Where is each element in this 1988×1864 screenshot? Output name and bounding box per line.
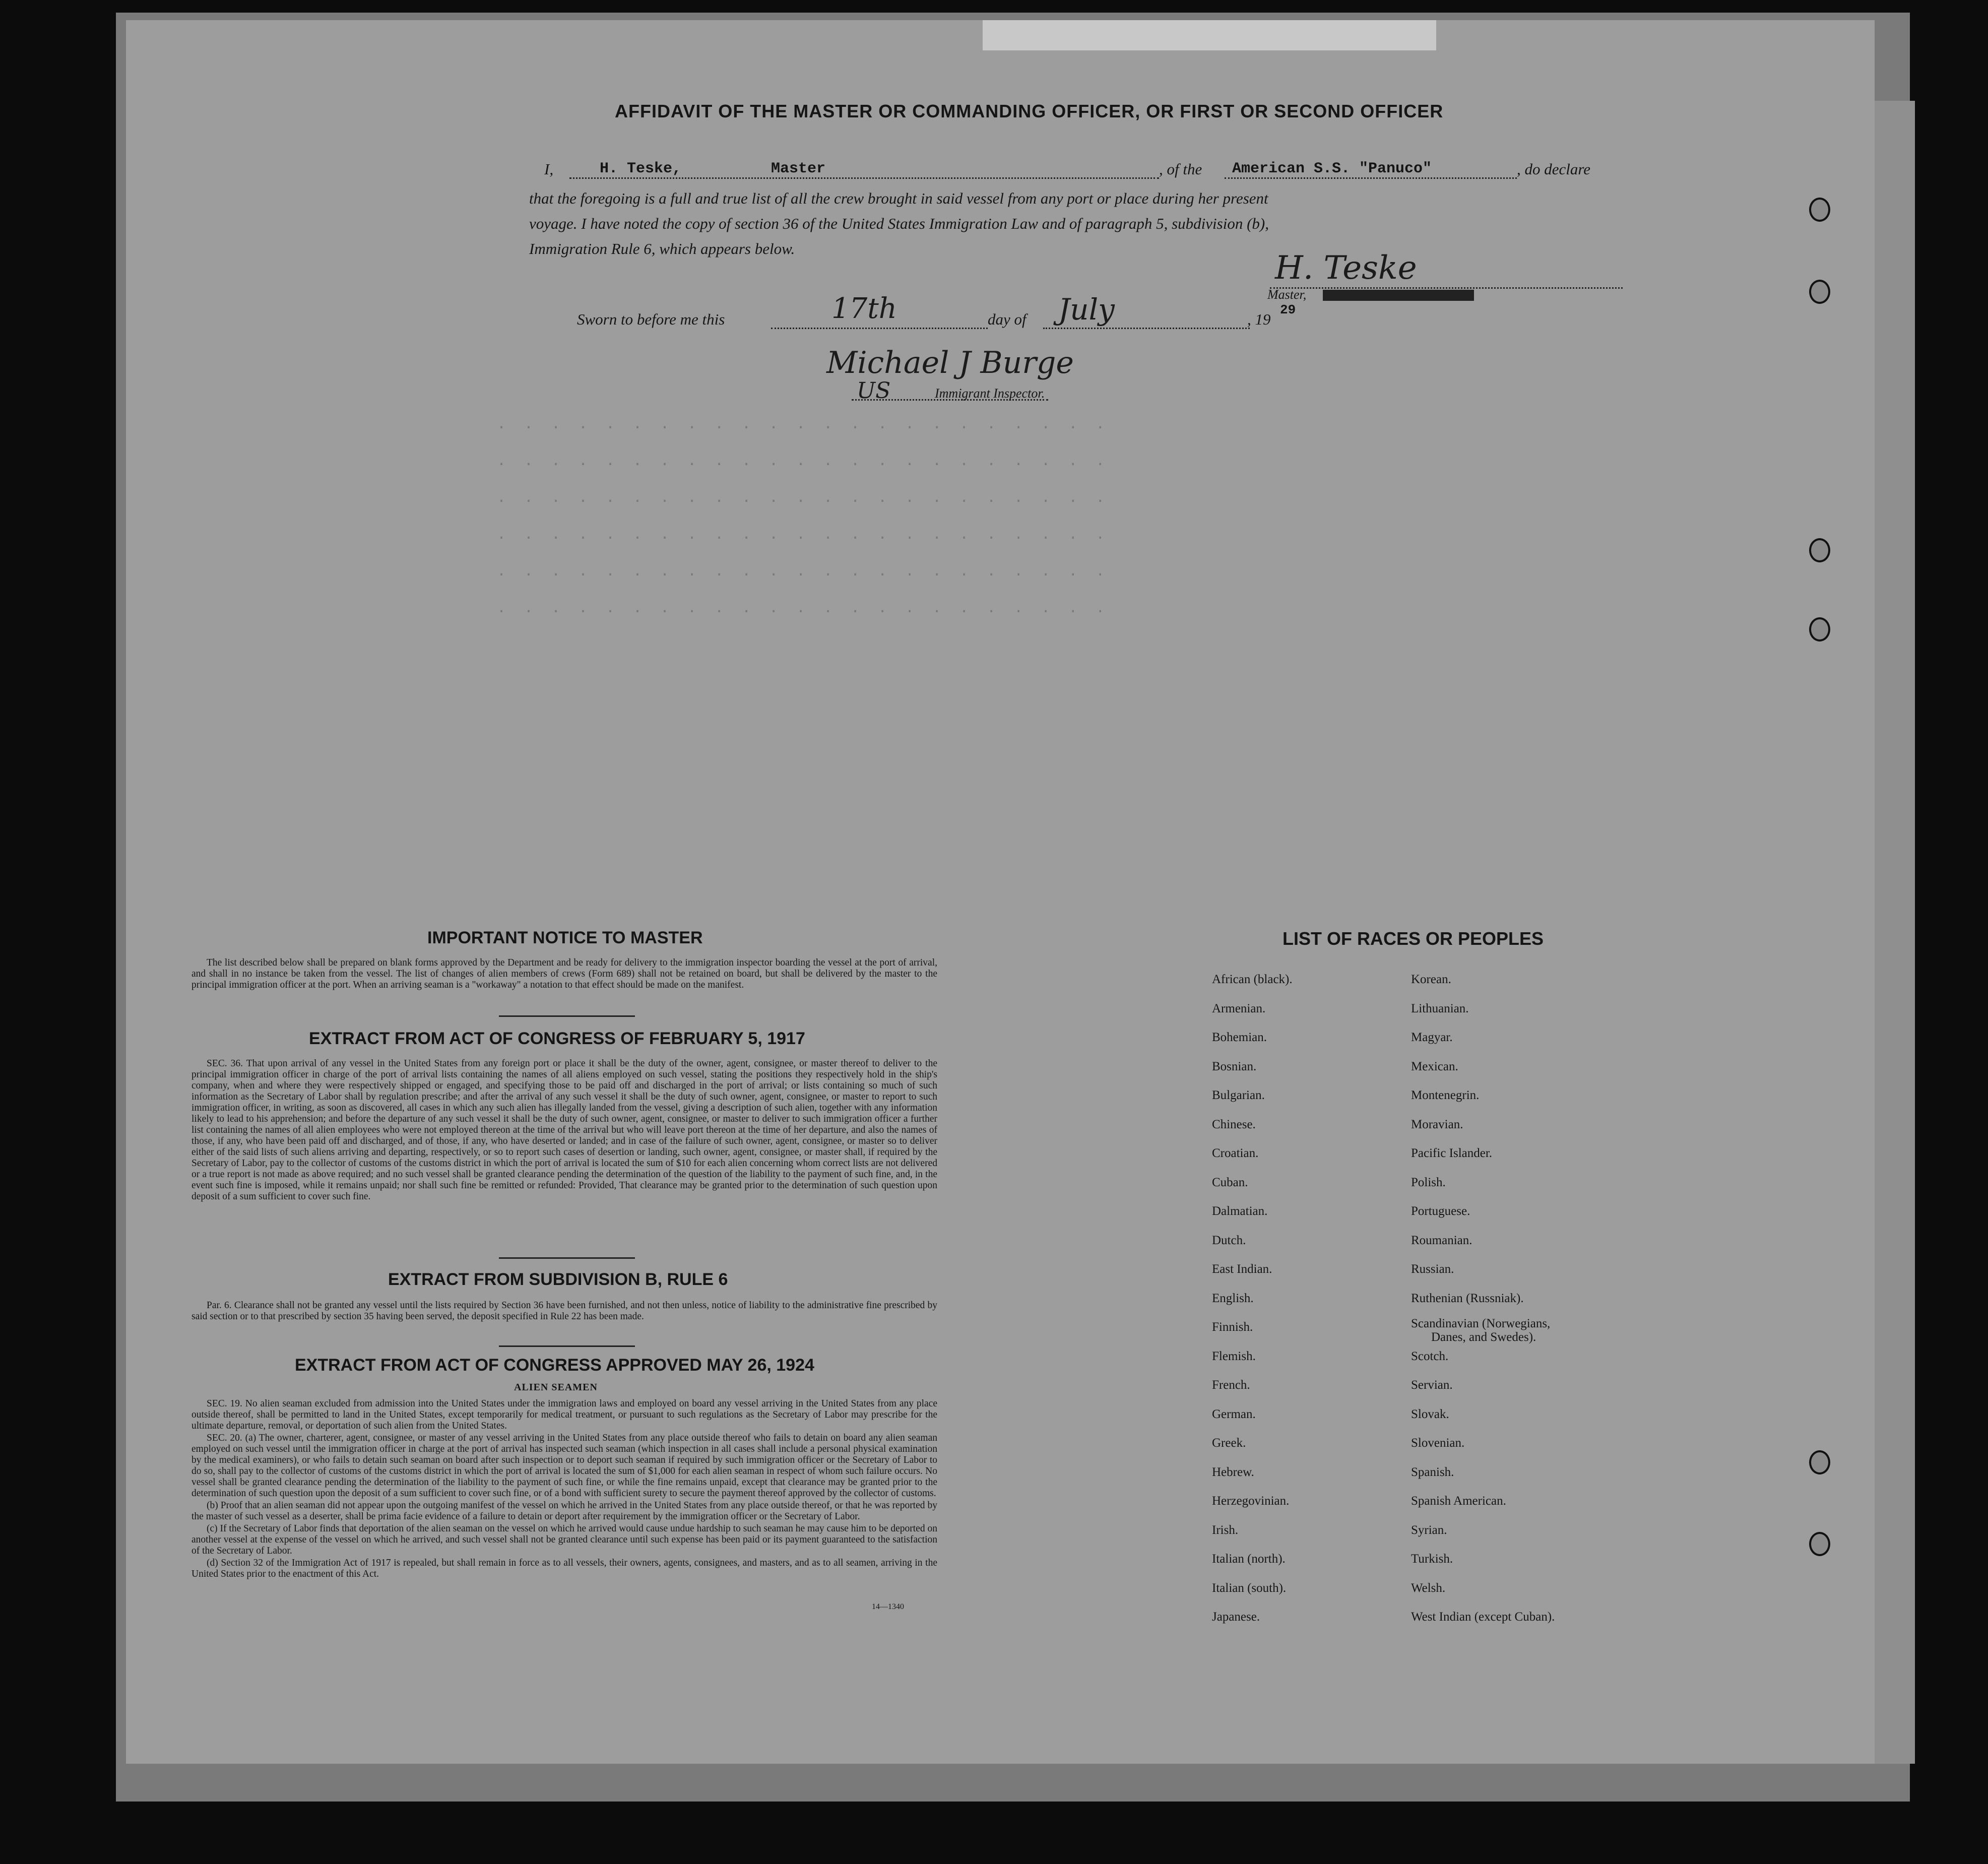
extract-1924-heading: EXTRACT FROM ACT OF CONGRESS APPROVED MAY 26, 1924 (295, 1356, 814, 1375)
race-left-8: Dalmatian. (1212, 1204, 1268, 1218)
sec-20d-paragraph: (d) Section 32 of the Immigration Act of 1917 is repealed, but shall remain in force as to all vessels, their owners, agents, consignees, and masters, and as to all seamen, arriving in the United States prior to the enactment of this Act. (191, 1558, 937, 1579)
race-right-7: Polish. (1411, 1176, 1446, 1189)
day-of-label: day of (988, 310, 1027, 328)
race-right-9: Roumanian. (1411, 1234, 1472, 1247)
race-right-14: Scotch. (1411, 1349, 1449, 1363)
race-right-11: Ruthenian (Russniak). (1411, 1292, 1524, 1305)
race-left-17: Hebrew. (1212, 1465, 1254, 1479)
divider-2 (499, 1257, 635, 1259)
race-left-21: Italian (south). (1212, 1581, 1287, 1595)
extract-1917-heading: EXTRACT FROM ACT OF CONGRESS OF FEBRUARY 5, 1917 (309, 1029, 805, 1048)
race-right-2: Magyar. (1411, 1031, 1453, 1044)
bleed-through-crew-list: · · · · · · · · · · · · · · · · · · · · · · · · · · · · · · · · · · · · · · · · · · · · · · · · · · · · · · · · · · · · · · · · · · · · · · · · · · · · · · · · · · · · · · · · · · · · · · · · · · · · · · · · · · · · · · · · · · · · · · · · · · · · · · · · · · · · · · · · · · (497, 419, 1105, 620)
alien-seamen-subheading: ALIEN SEAMEN (514, 1382, 598, 1393)
race-right-5: Moravian. (1411, 1118, 1463, 1131)
master-signature-line (1270, 287, 1623, 289)
notice-heading: IMPORTANT NOTICE TO MASTER (427, 928, 703, 947)
punch-hole (1809, 1532, 1830, 1556)
rule-6-text (191, 1300, 937, 1323)
race-left-18: Herzegovinian. (1212, 1494, 1290, 1508)
sec-20b-paragraph: (b) Proof that an alien seaman did not appear upon the outgoing manifest of the vessel on which he arrived in the United States from any place outside thereof, or that he was reported by the master of such vessel as a deserter, shall be prima facie evidence of a failure to detain or deport after requirement by the immigration officer or the Secretary of Labor. (191, 1500, 937, 1522)
of-the-label: , of the (1159, 160, 1202, 178)
race-left-15: German. (1212, 1407, 1256, 1421)
race-right-0: Korean. (1411, 973, 1451, 986)
rule-6-paragraph: Par. 6. Clearance shall not be granted any vessel until the lists required by Section 36 have been furnished, and not then unless, notice of liability to the administrative fine prescribed by said section or to that prescribed by section 35 having been served, the deposit specified in Rule 22 has been made. (191, 1300, 937, 1322)
race-left-11: English. (1212, 1292, 1254, 1305)
do-declare-label: , do declare (1517, 160, 1591, 178)
race-right-19: Spanish American. (1411, 1494, 1506, 1508)
race-right-17: Slovenian. (1411, 1436, 1465, 1450)
punch-hole (1809, 280, 1830, 304)
sworn-day-line (771, 328, 988, 329)
master-name: H. Teske, (600, 160, 682, 177)
race-left-12: Finnish. (1212, 1320, 1253, 1334)
inspector-us-mark: US (857, 378, 891, 404)
race-left-20: Italian (north). (1212, 1552, 1286, 1566)
punch-hole (1809, 617, 1830, 641)
punch-hole (1809, 198, 1830, 222)
race-right-1: Lithuanian. (1411, 1002, 1469, 1015)
race-left-19: Irish. (1212, 1523, 1239, 1537)
race-left-22: Japanese. (1212, 1610, 1260, 1624)
vessel-name: American S.S. "Panuco" (1232, 160, 1432, 177)
extract-1924-text (191, 1398, 937, 1581)
races-heading: LIST OF RACES OR PEOPLES (1282, 928, 1544, 949)
race-right-10: Russian. (1411, 1262, 1454, 1276)
extract-1917-paragraph: SEC. 36. That upon arrival of any vessel in the United States from any foreign port or place it shall be the duty of the owner, agent, consignee, or master thereof to deliver to the principal immigration officer in charge of the port of arrival lists containing the names of all aliens employed on such vessel, stating the positions they respectively hold in the ship's company, when and where they were respectively shipped or engaged, and specifying those to be paid off and discharged in the port of arrival; or lists containing so much of such information as the Secretary of Labor shall by regulation prescribe; and after the arrival of any such vessel it shall be the duty of such owner, agent, consignee, or master to report to such immigration officer, in writing, as soon as discovered, all cases in which any such alien has illegally landed from the vessel, giving a description of such alien, together with any information likely to lead to his apprehension; and before the departure of any such vessel it shall be the duty of such owner, agent, consignee, or master to deliver to such immigration officer a further list containing the names of all alien employees who were not employed thereon at the time of the arrival but who will leave port thereon at the time of her departure, and also the names of those, if any, who have been paid off and discharged, and of those, if any, who have deserted or landed; and in case of the failure of such owner, agent, consignee, or master so to deliver either of the said lists of such aliens arriving and departing, respectively, or so to report such cases of desertion or landing, such owner, agent, consignee, or master shall, if required by the Secretary of Labor, pay to the collector of customs of the customs district in which the port of arrival is located the sum of $10 for each alien concerning whom correct lists are not delivered or a true report is not made as above required; and no such vessel shall be granted clearance pending the determination of the question of the liability to the payment of such fine, and, in the event such fine is imposed, while it remains unpaid; nor shall such fine be remitted or refunded: Provided, That clearance may be granted prior to the determination of such question upon deposit of a sum sufficient to cover such fine. (191, 1058, 937, 1202)
sworn-label: Sworn to before me this (577, 310, 725, 328)
divider-3 (499, 1345, 635, 1347)
name-underline (569, 177, 1159, 179)
extract-1917-text (191, 1058, 937, 1203)
race-left-6: Croatian. (1212, 1146, 1259, 1160)
sworn-month: July (1058, 292, 1115, 327)
sec-20c-paragraph: (c) If the Secretary of Labor finds that deportation of the alien seaman on the vessel on which he arrived would cause undue hardship to such seaman he may cause him to be deported on another vessel at the expense of the vessel on which he arrived, and such vessel shall not be granted clearance until such expense has been paid or its payment guaranteed to the satisfaction of the Secretary of Labor. (191, 1523, 937, 1556)
i-label: I, (544, 160, 554, 178)
race-left-4: Bulgarian. (1212, 1088, 1265, 1102)
year-prefix: , 19 (1247, 310, 1271, 328)
race-right-4: Montenegrin. (1411, 1088, 1480, 1102)
race-left-14: French. (1212, 1378, 1250, 1392)
form-number: 14—1340 (872, 1602, 904, 1611)
race-right-22: Welsh. (1411, 1581, 1446, 1595)
race-right-18: Spanish. (1411, 1465, 1454, 1479)
race-left-0: African (black). (1212, 973, 1293, 986)
struck-out-title (1323, 290, 1474, 301)
race-left-3: Bosnian. (1212, 1060, 1257, 1073)
declaration-line-3: voyage. I have noted the copy of section 36 of the United States Immigration Law and of paragraph 5, subdivision (b), (529, 215, 1269, 232)
race-right-13: Danes, and Swedes). (1431, 1330, 1536, 1344)
race-left-5: Chinese. (1212, 1118, 1256, 1131)
race-right-16: Slovak. (1411, 1407, 1449, 1421)
race-right-8: Portuguese. (1411, 1204, 1470, 1218)
race-left-16: Greek. (1212, 1436, 1246, 1450)
notice-paragraph: The list described below shall be prepared on blank forms approved by the Department and be ready for delivery to the immigration inspector boarding the vessel at the port of arrival, and shall in no instance be taken from the vessel. The list of changes of alien members of crews (Form 689) shall not be retained on board, but shall be delivered by the master to the principal immigration officer at the port. When an arriving seaman is a "workaway" a notation to that effect should be made on the manifest. (191, 957, 937, 990)
race-left-10: East Indian. (1212, 1262, 1272, 1276)
race-right-12: Scandinavian (Norwegians, (1411, 1317, 1551, 1330)
master-rank: Master (771, 160, 826, 177)
race-left-2: Bohemian. (1212, 1031, 1267, 1044)
race-right-15: Servian. (1411, 1378, 1453, 1392)
race-left-9: Dutch. (1212, 1234, 1246, 1247)
race-left-1: Armenian. (1212, 1002, 1266, 1015)
rule-6-heading: EXTRACT FROM SUBDIVISION B, RULE 6 (388, 1270, 728, 1289)
divider-1 (499, 1015, 635, 1017)
race-right-20: Syrian. (1411, 1523, 1447, 1537)
sworn-month-line (1043, 328, 1250, 329)
declaration-line-1 (544, 160, 553, 178)
vessel-underline (1225, 177, 1517, 179)
inspector-caption: Immigrant Inspector. (935, 386, 1045, 401)
torn-top-edge (983, 20, 1436, 50)
race-right-3: Mexican. (1411, 1060, 1458, 1073)
inspector-signature: Michael J Burge (826, 345, 1074, 380)
sec-19-paragraph: SEC. 19. No alien seaman excluded from admission into the United States under the immigration laws and employed on board any vessel arriving in the United States from any place outside thereof, shall be permitted to land in the United States, except temporarily for medical treatment, or pursuant to such regulations as the Secretary of Labor may prescribe for the ultimate departure, removal, or deportation of such alien from the United States. (191, 1398, 937, 1431)
race-left-13: Flemish. (1212, 1349, 1256, 1363)
declaration-line-2: that the foregoing is a full and true list of all the crew brought in said vessel from any port or place during her present (529, 189, 1268, 207)
declaration-line-4: Immigration Rule 6, which appears below. (529, 240, 795, 258)
notice-text (191, 957, 937, 992)
punch-hole (1809, 538, 1830, 562)
race-right-21: Turkish. (1411, 1552, 1453, 1566)
master-caption: Master, (1267, 287, 1307, 302)
affidavit-page (126, 20, 1875, 1764)
sec-20a-paragraph: SEC. 20. (a) The owner, charterer, agent, consignee, or master of any vessel arriving in the United States from any place outside thereof who fails to detain on board any alien seaman employed on such vessel until the immigration officer in charge at the port of arrival has inspected such seaman (which inspection in all cases shall include a personal physical examination by the medical examiners), or who fails to detain such seaman on board after such inspection or to deport such seaman if required by such immigration officer or the Secretary of Labor to do so, shall pay to the collector of customs of the customs district in which the port of arrival is located the sum of $1,000 for each alien seaman in respect of whom such failure occurs. No vessel shall be granted clearance pending the determination of the liability to the payment of such fine, or while the fine remains unpaid, except that clearance may be granted prior to the determination of such question upon the deposit of a sum sufficient to cover such fine, or of a bond with sufficient surety to secure the payment thereof approved by the collector of customs. (191, 1433, 937, 1499)
master-signature: H. Teske (1275, 249, 1417, 287)
punch-hole (1809, 1450, 1830, 1474)
year-suffix: 29 (1280, 302, 1296, 317)
sworn-day: 17th (831, 292, 897, 325)
race-right-6: Pacific Islander. (1411, 1146, 1493, 1160)
race-right-23: West Indian (except Cuban). (1411, 1610, 1555, 1624)
race-left-7: Cuban. (1212, 1176, 1248, 1189)
affidavit-title: AFFIDAVIT OF THE MASTER OR COMMANDING OFFICER, OR FIRST OR SECOND OFFICER (615, 101, 1444, 121)
